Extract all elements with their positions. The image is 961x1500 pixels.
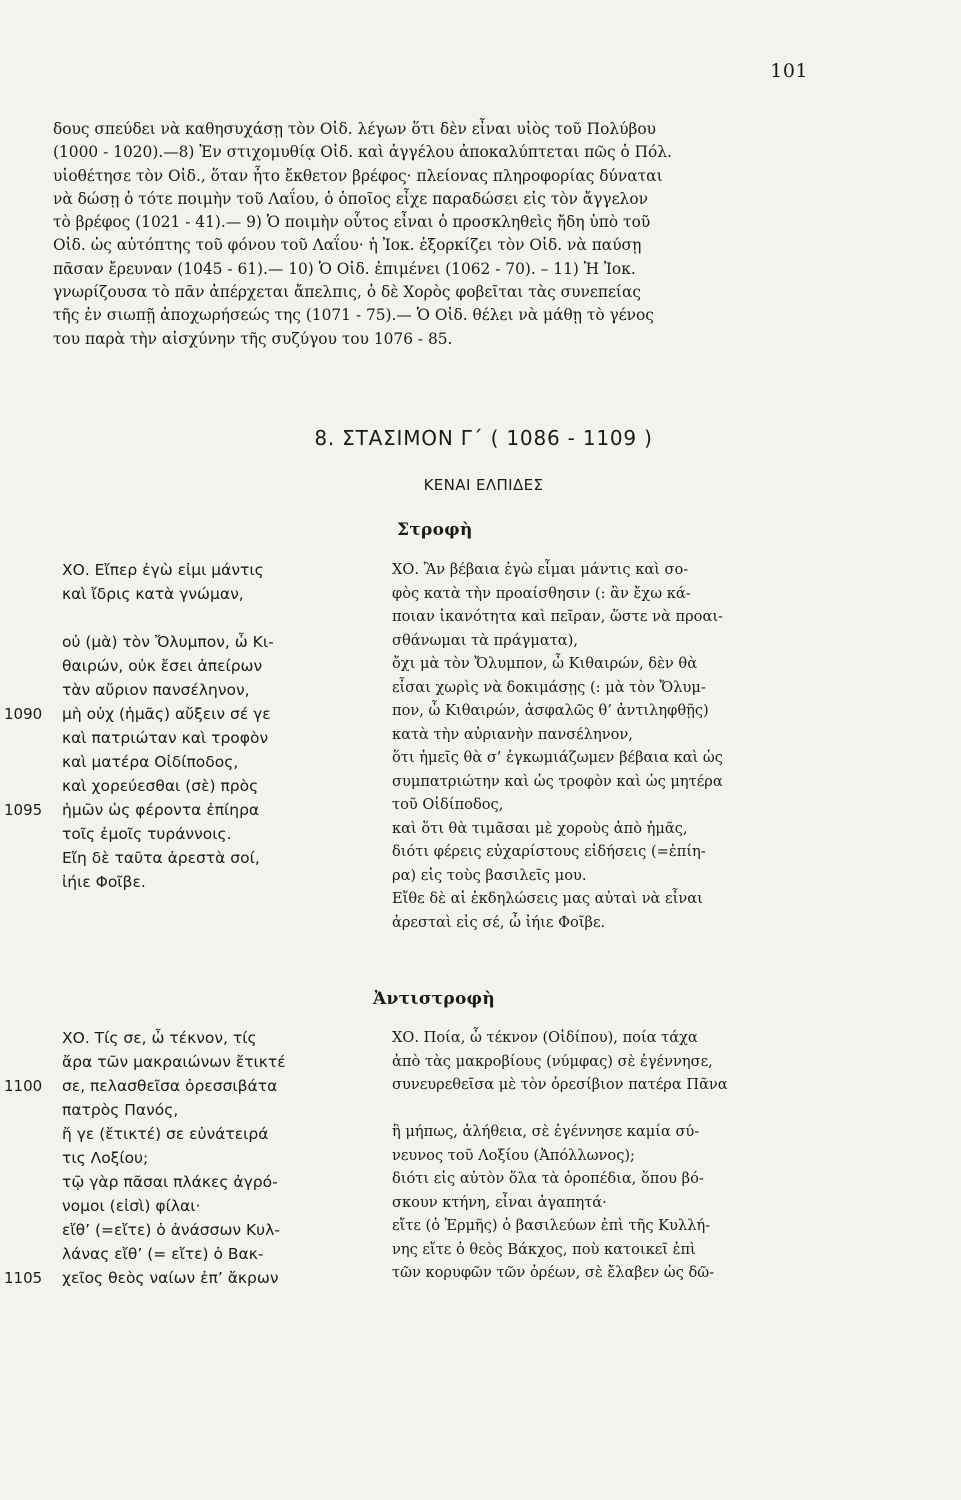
verse-line [16, 654, 366, 678]
verse-text: καὶ πατριώταν καὶ τροφὸν [62, 729, 269, 747]
verse-line [16, 870, 366, 894]
translation-line: πον, ὦ Κιθαιρών, ἀσφαλῶς θ’ ἀντιληφθῇς) [392, 702, 709, 719]
verse-text: καὶ ἴδρις κατὰ γνώμαν, [62, 585, 244, 603]
line-number: 1105 [4, 1269, 43, 1287]
verse-line [4, 702, 366, 726]
intro-line: Οἰδ. ὡς αὐτόπτης τοῦ φόνου τοῦ Λαΐου· ἡ Ἰοκ. ἐξορκίζει τὸν Οἰδ. νὰ παύσῃ [53, 236, 642, 255]
translation-line: ἢ μήπως, ἀλήθεια, σὲ ἐγέννησε καμία σύ- [392, 1123, 700, 1140]
line-number: 1095 [4, 801, 43, 819]
verse-text: καὶ χορεύεσθαι (σὲ) πρὸς [62, 777, 259, 795]
translation-line: συνευρεθεῖσα μὲ τὸν ὀρεσίβιον πατέρα Πᾶνα [392, 1076, 728, 1093]
translation-line: τῶν κορυφῶν τῶν ὀρέων, σὲ ἔλαβεν ὡς δῶ- [392, 1264, 715, 1281]
translation-line: ὄχι μὰ τὸν Ὄλυμπον, ὦ Κιθαιρών, δὲν θὰ [392, 655, 698, 672]
intro-line: πᾶσαν ἔρευναν (1045 - 61).— 10) Ὁ Οἰδ. ἐπιμένει (1062 - 70). – 11) Ἡ Ἰοκ. [53, 259, 636, 278]
verse-text: ἄρα τῶν μακραιώνων ἔτικτέ [62, 1053, 286, 1071]
intro-line: (1000 - 1020).—8) Ἐν στιχομυθίᾳ Οἰδ. καὶ ἀγγέλου ἀποκαλύπτεται πῶς ὁ Πόλ. [53, 143, 672, 162]
translation-line: φὸς κατὰ τὴν προαίσθησιν (: ἂν ἔχω κά- [392, 584, 691, 602]
verse-line [16, 846, 366, 870]
intro-line: δους σπεύδει νὰ καθησυχάσῃ τὸν Οἰδ. λέγων ὅτι δὲν εἶναι υἱὸς τοῦ Πολύβου [53, 120, 656, 138]
intro-paragraph [53, 118, 811, 351]
translation-line: εἴτε (ὁ Ἑρμῆς) ὁ βασιλεύων ἐπὶ τῆς Κυλλή- [392, 1217, 711, 1234]
verse-line [16, 558, 366, 582]
translation-line: ρα) εἰς τοὺς βασιλεῖς μου. [392, 866, 587, 884]
verse-line [4, 1266, 366, 1290]
verse-text: νομοι (εἰσὶ) φίλαι· [62, 1197, 201, 1215]
translation-line: εἶσαι χωρὶς νὰ δοκιμάσῃς (: μὰ τὸν Ὄλυμ- [392, 678, 706, 696]
verse-line [16, 1122, 366, 1146]
translation-line: καὶ ὅτι θὰ τιμᾶσαι μὲ χοροὺς ἀπὸ ἡμᾶς, [392, 819, 688, 837]
translation-line: σθάνωμαι τὰ πράγματα), [392, 631, 578, 649]
verse-text: θαιρών, οὐκ ἔσει ἀπείρων [62, 657, 263, 675]
verse-text: πατρὸς Πανός, [62, 1101, 179, 1119]
strophe-translation [392, 558, 824, 934]
translation-line: ἀπὸ τὰς μακροβίους (νύμφας) σὲ ἐγέννησε, [392, 1052, 713, 1070]
verse-text: εἴθ’ (=εἴτε) ὁ ἀνάσσων Κυλ- [62, 1221, 280, 1239]
translation-line: ποιαν ἱκανότητα καὶ πεῖραν, ὥστε νὰ προαι- [392, 608, 723, 625]
translation-line [392, 1097, 824, 1121]
verse-line [16, 1170, 366, 1194]
translation-line: διότι εἰς αὐτὸν ὅλα τὰ ὀροπέδια, ὅπου βό- [392, 1170, 704, 1187]
verse-line [16, 678, 366, 702]
antistrophe-translation [392, 1026, 824, 1285]
translation-line: τοῦ Οἰδίποδος, [392, 796, 504, 813]
verse-text: Εἴη δὲ ταῦτα ἀρεστὰ σοί, [62, 849, 260, 867]
strophe-heading: Στροφὴ [397, 520, 473, 540]
verse-line [4, 1074, 366, 1098]
strophe-greek-text [4, 558, 366, 894]
verse-line [16, 1146, 366, 1170]
verse-line [4, 798, 366, 822]
translation-line: διότι φέρεις εὐχαρίστους εἰδήσεις (=ἐπίη- [392, 843, 706, 860]
verse-text: τις Λοξίου; [62, 1149, 149, 1167]
verse-line [16, 1218, 366, 1242]
verse-text: χεῖος θεὸς ναίων ἐπ’ ἄκρων [62, 1269, 279, 1287]
intro-line: τῆς ἐν σιωπῇ ἀποχωρήσεώς της (1071 - 75).— Ὁ Οἰδ. θέλει νὰ μάθῃ τὸ γένος [53, 306, 654, 325]
verse-text: σε, πελασθεῖσα ὀρεσσιβάτα [62, 1077, 278, 1095]
translation-line: νης εἴτε ὁ θεὸς Βάκχος, ποὺ κατοικεῖ ἐπὶ [392, 1240, 696, 1258]
translation-line: κατὰ τὴν αὐριανὴν πανσέληνον, [392, 725, 633, 743]
verse-text: ἤ γε (ἔτικτέ) σε εὐνάτειρά [62, 1125, 269, 1143]
section-heading: 8. ΣΤΑΣΙΜΟΝ Γ΄ ( 1086 - 1109 ) [314, 426, 653, 450]
verse-text: μὴ οὐχ (ἡμᾶς) αὔξειν σέ γε [62, 705, 271, 723]
verse-text: καὶ ματέρα Οἰδίποδος, [62, 753, 239, 771]
intro-line: υἱοθέτησε τὸν Οἰδ., ὅταν ἦτο ἔκθετον βρέφος· πλείονας πληροφορίας δύναται [53, 166, 663, 185]
verse-text: οὐ (μὰ) τὸν Ὄλυμπον, ὦ Κι- [62, 633, 274, 651]
verse-text: τοῖς ἐμοῖς τυράννοις. [62, 825, 232, 843]
verse-line [16, 1050, 366, 1074]
verse-line [16, 1242, 366, 1266]
antistrophe-heading: Ἀντιστροφὴ [373, 989, 496, 1009]
verse-line [16, 1098, 366, 1122]
verse-line [16, 1026, 366, 1050]
verse-text: ΧΟ. Εἴπερ ἐγὼ εἰμι μάντις [62, 561, 264, 579]
intro-line: γνωρίζουσα τὸ πᾶν ἀπέρχεται ἄπελπις, ὁ δὲ Χορὸς φοβεῖται τὰς συνεπείας [53, 283, 641, 302]
verse-line [16, 750, 366, 774]
verse-line [16, 774, 366, 798]
verse-line [16, 582, 366, 606]
verse-text: ἰήιε Φοῖβε. [62, 873, 146, 891]
verse-line [16, 726, 366, 750]
translation-line: συμπατριώτην καὶ ὡς τροφὸν καὶ ὡς μητέρα [392, 772, 723, 790]
verse-text: τῷ γὰρ πᾶσαι πλάκες ἀγρό- [62, 1173, 278, 1191]
line-number: 1090 [4, 705, 43, 723]
verse-text: λάνας εἴθ’ (= εἴτε) ὁ Βακ- [62, 1245, 264, 1263]
intro-line: τὸ βρέφος (1021 - 41).— 9) Ὁ ποιμὴν οὗτος εἶναι ὁ προσκληθεὶς ἤδη ὑπὸ τοῦ [53, 213, 651, 232]
intro-line: του παρὰ τὴν αἰσχύνην τῆς συζύγου του 1076 - 85. [53, 329, 453, 348]
translation-line: ΧΟ. Ἂν βέβαια ἐγὼ εἶμαι μάντις καὶ σο- [392, 561, 689, 578]
translation-line: νευνος τοῦ Λοξίου (Ἀπόλλωνος); [392, 1146, 635, 1164]
verse-line [16, 630, 366, 654]
section-subtitle: ΚΕΝΑΙ ΕΛΠΙΔΕΣ [423, 476, 544, 494]
verse-text: ΧΟ. Τίς σε, ὦ τέκνον, τίς [62, 1029, 257, 1047]
translation-line: Εἴθε δὲ αἱ ἐκδηλώσεις μας αὐταὶ νὰ εἶναι [392, 890, 703, 907]
intro-line: νὰ δώσῃ ὁ τότε ποιμὴν τοῦ Λαΐου, ὁ ὁποῖος εἶχε παραδώσει εἰς τὸν ἄγγελον [53, 189, 648, 208]
antistrophe-greek-text [4, 1026, 366, 1290]
translation-line: ὅτι ἡμεῖς θὰ σ’ ἐγκωμιάζωμεν βέβαια καὶ ὡς [392, 749, 723, 766]
verse-text: ἡμῶν ὡς φέροντα ἐπίηρα [62, 801, 260, 819]
translation-line: ΧΟ. Ποία, ὦ τέκνον (Οἰδίπου), ποία τάχα [392, 1029, 698, 1046]
translation-line: ἀρεσταὶ εἰς σέ, ὦ ἰήιε Φοῖβε. [392, 913, 606, 931]
verse-line [16, 1194, 366, 1218]
page-number: 101 [770, 60, 808, 82]
verse-line [16, 822, 366, 846]
verse-text: τὰν αὔριον πανσέληνον, [62, 681, 250, 699]
translation-line: σκουν κτήνη, εἶναι ἀγαπητά· [392, 1193, 607, 1211]
line-number: 1100 [4, 1077, 43, 1095]
